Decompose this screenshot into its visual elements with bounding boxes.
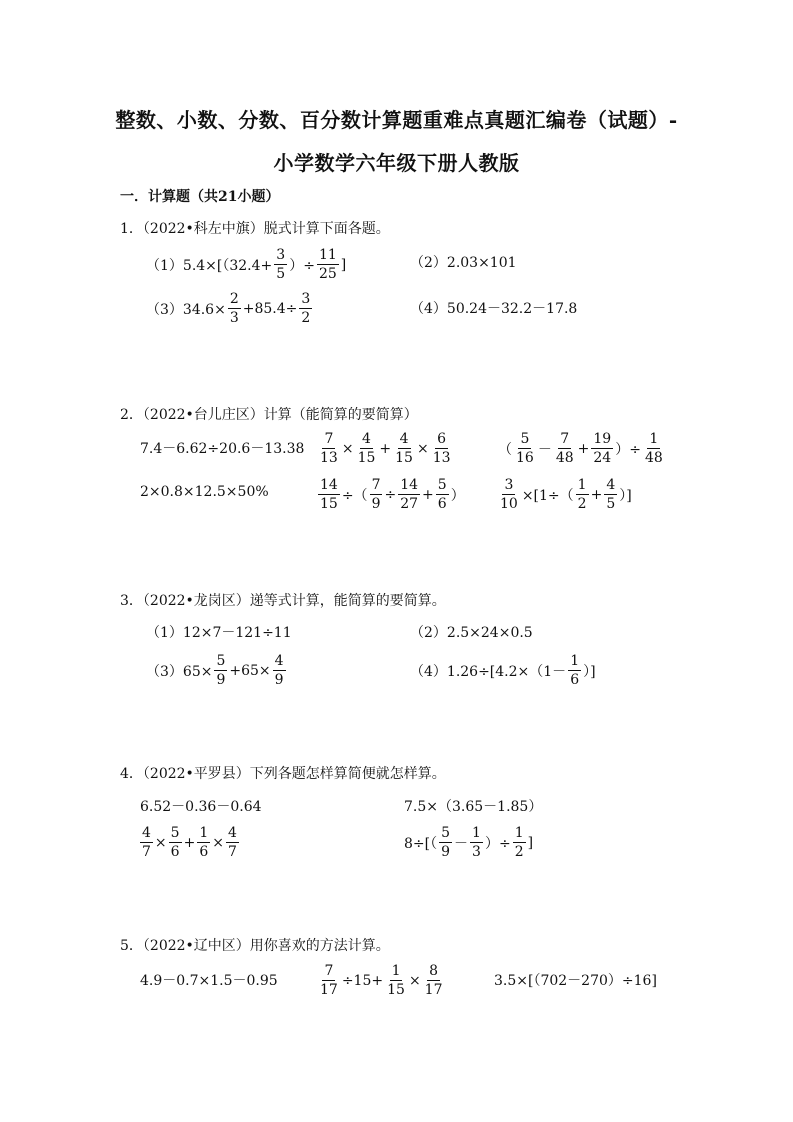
expr-text: （4）1.26÷[4.2×（1－ — [410, 663, 567, 680]
expr-text: + — [422, 486, 434, 503]
fraction: $\frac{1}{15}$ — [387, 963, 405, 998]
fraction: $\frac{4}{15}$ — [395, 431, 413, 466]
fraction: $\frac{7}{9}$ — [371, 477, 381, 512]
q5-expression-2 — [316, 964, 447, 997]
expr-text: × — [416, 440, 429, 457]
fraction: $\frac{6}{13}$ — [432, 431, 451, 466]
q2-expression-2 — [316, 432, 455, 465]
expr-text: +85.4÷ — [242, 300, 298, 317]
fraction: $\frac{1}{2}$ — [514, 825, 524, 860]
expr-text: （3）65× — [146, 663, 213, 680]
fraction: $\frac{14}{27}$ — [400, 477, 419, 512]
fraction: $\frac{4}{9}$ — [274, 653, 284, 688]
expr-text: ）÷ — [289, 257, 315, 274]
section-heading: 一．计算题（共21小题） — [120, 189, 280, 205]
expr-text: + — [590, 486, 603, 503]
expr-text: 8÷[（ — [404, 835, 438, 852]
fraction: $\frac{1}{48}$ — [644, 431, 663, 466]
q3-expression-2: （2）2.5×24×0.5 — [410, 625, 533, 641]
fraction: $\frac{4}{5}$ — [606, 477, 616, 512]
q2-expression-3 — [498, 432, 667, 465]
fraction: $\frac{1}{6}$ — [570, 653, 580, 688]
expr-text: （ — [498, 441, 512, 458]
fraction: $\frac{5}{9}$ — [441, 825, 451, 860]
expr-text: × — [154, 834, 167, 851]
expr-text: ÷ — [384, 486, 397, 503]
q4-expression-2: 7.5×（3.65－1.85） — [404, 799, 543, 815]
q1-expression-4: （4）50.24－32.2－17.8 — [410, 301, 578, 317]
q3-expression-3 — [146, 654, 288, 687]
fraction: $\frac{4}{15}$ — [357, 431, 376, 466]
q4-expression-1: 6.52－0.36－0.64 — [140, 799, 262, 815]
q5-expression-3: 3.5×[（702－270）÷16] — [494, 973, 657, 989]
expr-text: × — [341, 440, 354, 457]
fraction: $\frac{2}{3}$ — [229, 291, 239, 326]
question-5-label: 5．（2022•辽中区）用你喜欢的方法计算。 — [120, 938, 390, 954]
q2-expression-4: 2×0.8×12.5×50% — [140, 484, 269, 500]
expr-text: +65× — [229, 662, 271, 679]
question-3-label: 3．（2022•龙岗区）递等式计算，能简算的要简算。 — [120, 593, 446, 609]
expr-text: + — [577, 440, 590, 457]
expr-text: － — [537, 441, 552, 458]
expr-text: ）] — [583, 663, 596, 680]
fraction: $\frac{7}{17}$ — [320, 963, 338, 998]
expr-text: × — [212, 834, 224, 851]
expr-text: × — [408, 972, 421, 989]
fraction: $\frac{3}{2}$ — [301, 291, 311, 326]
fraction: $\frac{11}{25}$ — [318, 247, 337, 282]
fraction: $\frac{8}{17}$ — [424, 963, 443, 998]
expr-text: + — [183, 834, 196, 851]
title-line-1: 整数、小数、分数、百分数计算题重难点真题汇编卷（试题）- — [115, 108, 678, 132]
expr-text: ）] — [619, 487, 632, 504]
q3-expression-1: （1）12×7－121÷11 — [146, 625, 292, 641]
question-2-label: 2．（2022•台儿庄区）计算（能简算的要简算） — [120, 407, 418, 423]
q1-expression-3 — [146, 292, 314, 325]
q1-expression-1 — [146, 248, 346, 281]
expr-text: － — [454, 835, 469, 852]
expr-text: （3）34.6× — [146, 301, 226, 318]
expr-text: ） — [450, 487, 465, 504]
fraction: $\frac{1}{6}$ — [199, 825, 209, 860]
expr-text: （1）5.4×[（32.4+ — [146, 257, 273, 274]
expr-text: ÷（ — [341, 487, 368, 504]
fraction: $\frac{14}{15}$ — [320, 477, 338, 512]
fraction: $\frac{5}{6}$ — [170, 825, 180, 860]
q3-expression-4 — [410, 654, 596, 687]
fraction: $\frac{5}{6}$ — [437, 477, 447, 512]
fraction: $\frac{19}{24}$ — [593, 431, 612, 466]
fraction: $\frac{1}{2}$ — [577, 477, 587, 512]
q2-expression-1: 7.4－6.62÷20.6－13.38 — [140, 441, 305, 457]
title-line-2: 小学数学六年级下册人教版 — [273, 151, 520, 175]
fraction: $\frac{5}{16}$ — [516, 431, 534, 466]
fraction: $\frac{7}{13}$ — [320, 431, 338, 466]
fraction: $\frac{3}{10}$ — [500, 477, 518, 512]
expr-text: ] — [527, 834, 534, 851]
q4-expression-3 — [138, 826, 241, 859]
question-4-label: 4．（2022•平罗县）下列各题怎样算简便就怎样算。 — [120, 766, 446, 782]
q2-expression-5 — [316, 478, 465, 511]
expr-text: ×[1÷（ — [521, 487, 574, 504]
question-1-label: 1．（2022•科左中旗）脱式计算下面各题。 — [120, 221, 390, 237]
fraction: $\frac{4}{7}$ — [142, 825, 151, 860]
q4-expression-4 — [404, 826, 533, 859]
fraction: $\frac{4}{7}$ — [227, 825, 237, 860]
q1-expression-2: （2）2.03×101 — [410, 255, 517, 271]
fraction: $\frac{5}{9}$ — [216, 653, 226, 688]
fraction: $\frac{7}{48}$ — [555, 431, 574, 466]
q5-expression-1: 4.9－0.7×1.5－0.95 — [140, 973, 278, 989]
expr-text: + — [379, 440, 392, 457]
expr-text: ÷15+ — [341, 972, 384, 989]
expr-text: ）÷ — [484, 835, 511, 852]
fraction: $\frac{3}{5}$ — [276, 247, 286, 282]
expr-text: ] — [340, 256, 347, 273]
fraction: $\frac{1}{3}$ — [472, 825, 481, 860]
q2-expression-6 — [496, 478, 632, 511]
expr-text: ）÷ — [615, 441, 641, 458]
